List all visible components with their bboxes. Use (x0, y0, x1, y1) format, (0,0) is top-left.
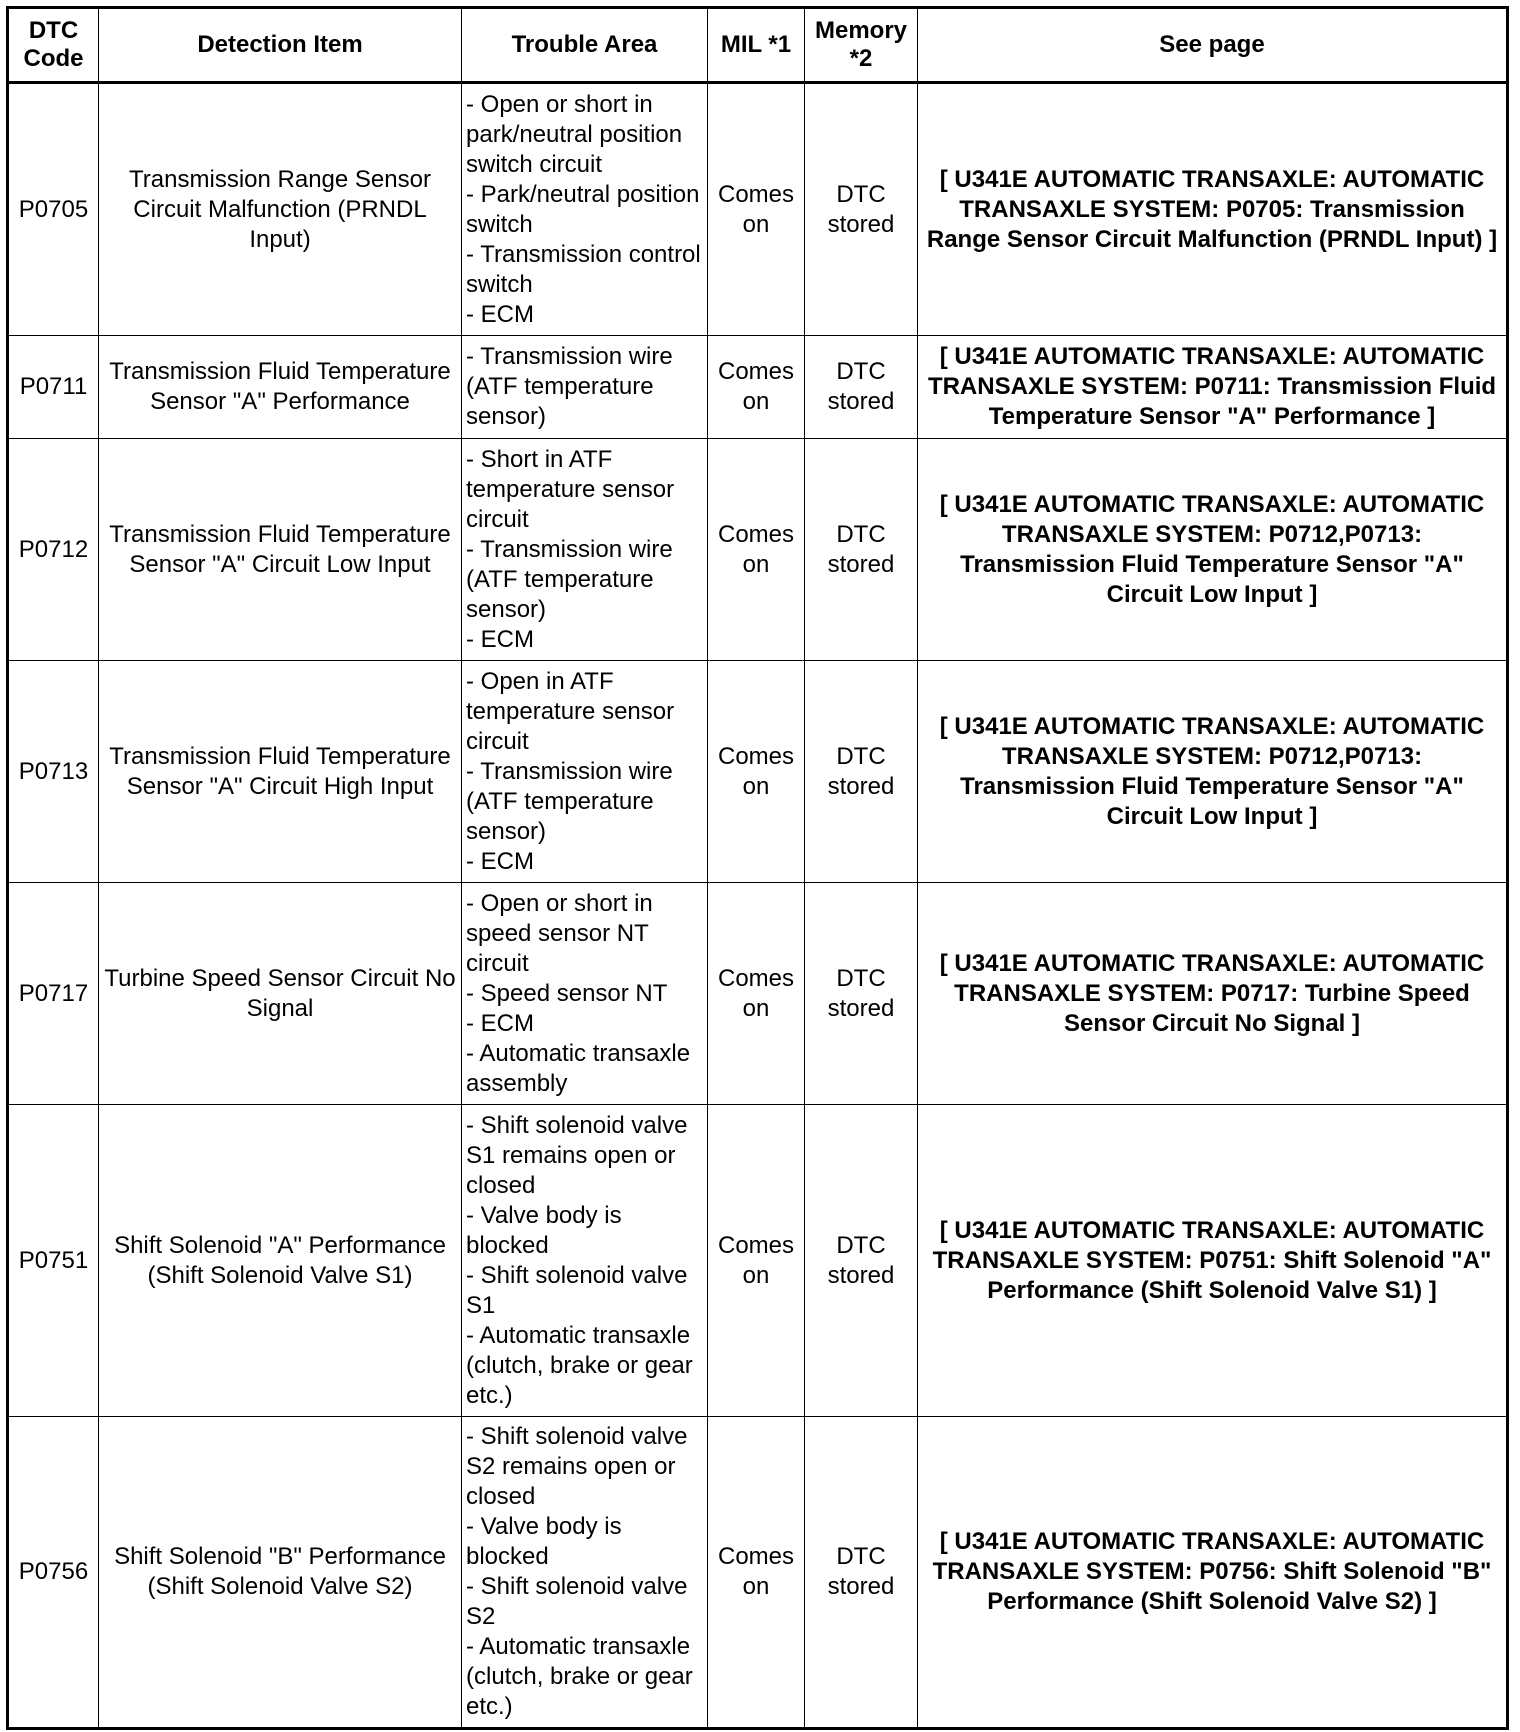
dtc-code-cell: P0751 (8, 1105, 99, 1417)
header-see-page: See page (918, 8, 1508, 83)
trouble-area-item: - Automatic transaxle (clutch, brake or gear etc.) (466, 1633, 693, 1720)
memory-cell: DTC stored (805, 439, 918, 661)
detection-item-cell: Transmission Range Sensor Circuit Malfunction (PRNDL Input) (99, 83, 462, 336)
trouble-area-item: - Transmission wire (ATF temperature sensor) (466, 757, 673, 845)
memory-cell: DTC stored (805, 1417, 918, 1729)
see-page-link[interactable]: [ U341E AUTOMATIC TRANSAXLE: AUTOMATIC TRANSAXLE SYSTEM: P0705: Transmission Range Sensor Circuit Malfunction (PRNDL Input) ] (918, 83, 1508, 336)
header-row (8, 8, 1508, 83)
trouble-area-cell (462, 1417, 708, 1729)
trouble-area-item: - Transmission wire (ATF temperature sensor) (466, 343, 673, 430)
trouble-area-cell (462, 883, 708, 1105)
detection-item-cell: Transmission Fluid Temperature Sensor "A" Circuit High Input (99, 661, 462, 883)
trouble-area-item: - Shift solenoid valve S1 (466, 1261, 688, 1319)
see-page-link[interactable]: [ U341E AUTOMATIC TRANSAXLE: AUTOMATIC TRANSAXLE SYSTEM: P0756: Shift Solenoid "B" Performance (Shift Solenoid Valve S2) ] (918, 1417, 1508, 1729)
table-row (8, 83, 1508, 336)
dtc-code-cell: P0717 (8, 883, 99, 1105)
table-row (8, 439, 1508, 661)
mil-cell: Comes on (708, 1105, 805, 1417)
see-page-link[interactable]: [ U341E AUTOMATIC TRANSAXLE: AUTOMATIC TRANSAXLE SYSTEM: P0711: Transmission Fluid Temperature Sensor "A" Performance ] (918, 336, 1508, 439)
trouble-area-item: - ECM (466, 625, 534, 653)
trouble-area-item: - Speed sensor NT (466, 979, 668, 1007)
detection-item-cell: Transmission Fluid Temperature Sensor "A" Performance (99, 336, 462, 439)
dtc-code-cell: P0711 (8, 336, 99, 439)
trouble-area-cell (462, 439, 708, 661)
detection-item-cell: Shift Solenoid "A" Performance (Shift Solenoid Valve S1) (99, 1105, 462, 1417)
trouble-area-cell (462, 661, 708, 883)
trouble-area-item: - Valve body is blocked (466, 1201, 622, 1259)
mil-cell: Comes on (708, 439, 805, 661)
memory-cell: DTC stored (805, 336, 918, 439)
trouble-area-item: - Shift solenoid valve S1 remains open or closed (466, 1111, 688, 1199)
see-page-link[interactable]: [ U341E AUTOMATIC TRANSAXLE: AUTOMATIC TRANSAXLE SYSTEM: P0717: Turbine Speed Sensor Circuit No Signal ] (918, 883, 1508, 1105)
dtc-code-cell: P0705 (8, 83, 99, 336)
header-dtc-code: DTC Code (8, 8, 99, 83)
mil-cell: Comes on (708, 336, 805, 439)
dtc-table (6, 6, 1509, 1730)
detection-item-cell: Turbine Speed Sensor Circuit No Signal (99, 883, 462, 1105)
trouble-area-item: - ECM (466, 1009, 534, 1037)
mil-cell: Comes on (708, 883, 805, 1105)
trouble-area-item: - Open or short in speed sensor NT circuit (466, 889, 653, 977)
table-row (8, 661, 1508, 883)
see-page-link[interactable]: [ U341E AUTOMATIC TRANSAXLE: AUTOMATIC TRANSAXLE SYSTEM: P0712,P0713: Transmission Fluid Temperature Sensor "A" Circuit Low Input ] (918, 439, 1508, 661)
memory-cell: DTC stored (805, 883, 918, 1105)
trouble-area-item: - Open or short in park/neutral position switch circuit (466, 90, 683, 178)
memory-cell: DTC stored (805, 661, 918, 883)
trouble-area-item: - Shift solenoid valve S2 remains open or closed (466, 1423, 688, 1510)
trouble-area-item: - Transmission wire (ATF temperature sensor) (466, 535, 673, 623)
trouble-area-item: - ECM (466, 847, 534, 875)
trouble-area-item: - Shift solenoid valve S2 (466, 1573, 688, 1630)
dtc-code-cell: P0712 (8, 439, 99, 661)
trouble-area-item: - Open in ATF temperature sensor circuit (466, 667, 675, 755)
table-row (8, 883, 1508, 1105)
see-page-link[interactable]: [ U341E AUTOMATIC TRANSAXLE: AUTOMATIC TRANSAXLE SYSTEM: P0751: Shift Solenoid "A" Performance (Shift Solenoid Valve S1) ] (918, 1105, 1508, 1417)
header-trouble-area: Trouble Area (462, 8, 708, 83)
trouble-area-item: - Transmission control switch (466, 240, 701, 298)
table-row (8, 1417, 1508, 1729)
memory-cell: DTC stored (805, 83, 918, 336)
detection-item-cell: Transmission Fluid Temperature Sensor "A" Circuit Low Input (99, 439, 462, 661)
trouble-area-cell (462, 336, 708, 439)
trouble-area-item: - Park/neutral position switch (466, 180, 700, 238)
header-mil: MIL *1 (708, 8, 805, 83)
mil-cell: Comes on (708, 83, 805, 336)
detection-item-cell: Shift Solenoid "B" Performance (Shift Solenoid Valve S2) (99, 1417, 462, 1729)
table-row (8, 1105, 1508, 1417)
mil-cell: Comes on (708, 1417, 805, 1729)
mil-cell: Comes on (708, 661, 805, 883)
trouble-area-item: - Short in ATF temperature sensor circuit (466, 445, 675, 533)
trouble-area-item: - Automatic transaxle (clutch, brake or gear etc.) (466, 1321, 693, 1409)
header-memory: Memory *2 (805, 8, 918, 83)
trouble-area-item: - ECM (466, 300, 534, 328)
dtc-code-cell: P0713 (8, 661, 99, 883)
trouble-area-cell (462, 83, 708, 336)
trouble-area-cell (462, 1105, 708, 1417)
trouble-area-item: - Valve body is blocked (466, 1513, 622, 1570)
see-page-link[interactable]: [ U341E AUTOMATIC TRANSAXLE: AUTOMATIC TRANSAXLE SYSTEM: P0712,P0713: Transmission Fluid Temperature Sensor "A" Circuit Low Input ] (918, 661, 1508, 883)
memory-cell: DTC stored (805, 1105, 918, 1417)
header-detection-item: Detection Item (99, 8, 462, 83)
dtc-code-cell: P0756 (8, 1417, 99, 1729)
table-row (8, 336, 1508, 439)
trouble-area-item: - Automatic transaxle assembly (466, 1039, 691, 1097)
